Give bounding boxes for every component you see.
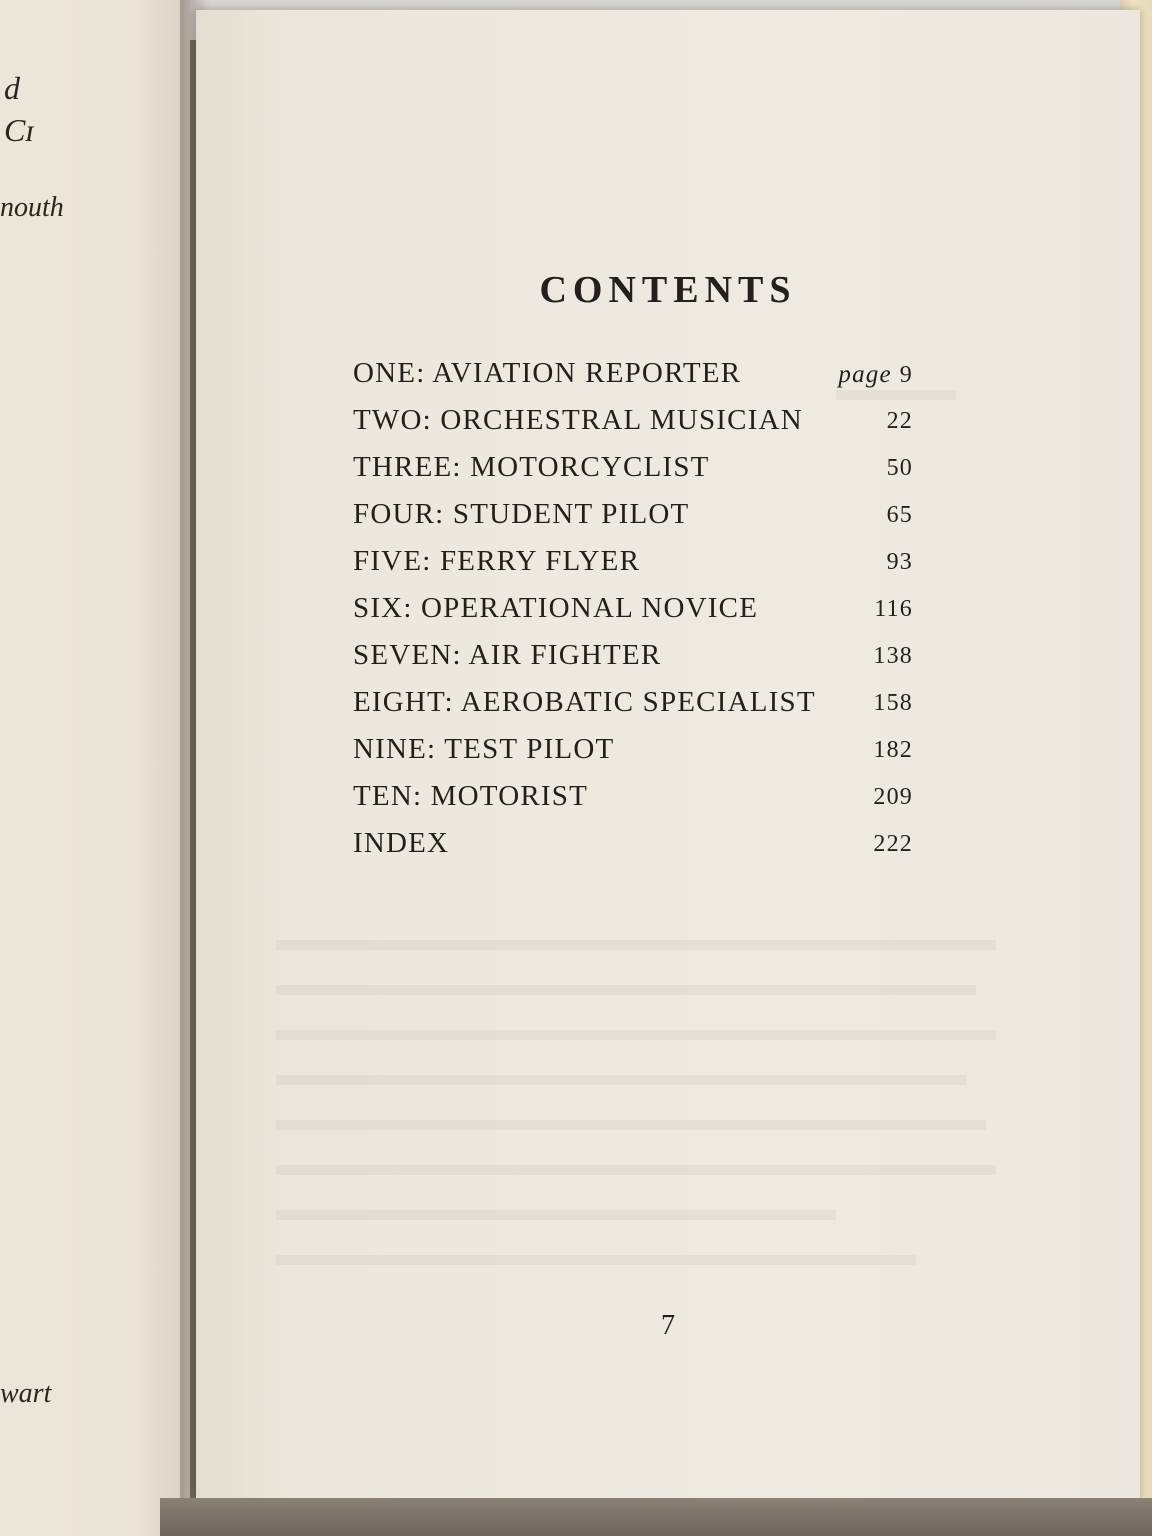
show-through bbox=[276, 985, 976, 995]
toc-entry-title: ONE: AVIATION REPORTER bbox=[353, 357, 742, 389]
toc-page-number: 182 bbox=[873, 737, 913, 763]
toc-entry[interactable] bbox=[353, 498, 913, 538]
toc-entry-title: TEN: MOTORIST bbox=[353, 780, 588, 812]
toc-entry-title: THREE: MOTORCYCLIST bbox=[353, 451, 710, 483]
show-through bbox=[276, 1255, 916, 1265]
show-through bbox=[276, 1165, 996, 1175]
show-through bbox=[276, 1120, 986, 1130]
toc-entry-title: EIGHT: AEROBATIC SPECIALIST bbox=[353, 686, 816, 718]
page-word: page bbox=[838, 361, 892, 388]
left-page-fragment: Cɪ bbox=[4, 112, 34, 148]
toc-page-number: 222 bbox=[873, 831, 913, 857]
toc-entry[interactable] bbox=[353, 733, 913, 773]
toc-entry[interactable] bbox=[353, 404, 913, 444]
show-through bbox=[276, 1210, 836, 1220]
toc-entry[interactable] bbox=[353, 451, 913, 491]
toc-entry[interactable] bbox=[353, 827, 913, 867]
toc-entry[interactable] bbox=[353, 686, 913, 726]
toc-page-number: 158 bbox=[873, 690, 913, 716]
toc-entry-page bbox=[838, 361, 913, 389]
toc-entry[interactable] bbox=[353, 357, 913, 397]
toc-page-number: 93 bbox=[886, 549, 913, 575]
toc-entry[interactable] bbox=[353, 639, 913, 679]
toc-entry-title: INDEX bbox=[353, 827, 450, 859]
toc-page-number: 138 bbox=[873, 643, 913, 669]
left-page-fragment: wart bbox=[0, 1378, 52, 1409]
toc-entry[interactable] bbox=[353, 592, 913, 632]
toc-entry[interactable] bbox=[353, 780, 913, 820]
show-through bbox=[276, 1075, 966, 1085]
page-number-folio: 7 bbox=[661, 1310, 675, 1341]
toc-page-number: 65 bbox=[886, 502, 913, 528]
toc-entry-title: FIVE: FERRY FLYER bbox=[353, 545, 641, 577]
toc-entry-title: SIX: OPERATIONAL NOVICE bbox=[353, 592, 759, 624]
toc-page-number: 209 bbox=[873, 784, 913, 810]
left-page-fragment: nouth bbox=[0, 192, 64, 223]
toc-entry-title: TWO: ORCHESTRAL MUSICIAN bbox=[353, 404, 803, 436]
show-through bbox=[276, 940, 996, 950]
show-through bbox=[276, 1030, 996, 1040]
contents-page bbox=[196, 10, 1140, 1500]
left-page bbox=[0, 0, 190, 1536]
surface-shadow bbox=[160, 1498, 1152, 1536]
toc-entry-title: NINE: TEST PILOT bbox=[353, 733, 615, 765]
toc-entry-title: SEVEN: AIR FIGHTER bbox=[353, 639, 662, 671]
contents-heading: CONTENTS bbox=[539, 269, 797, 311]
toc-page-number: 50 bbox=[886, 455, 913, 481]
left-page-fragment: d bbox=[4, 70, 20, 106]
toc-page-number: 9 bbox=[899, 362, 913, 388]
toc-entry-title: FOUR: STUDENT PILOT bbox=[353, 498, 690, 530]
toc-entry[interactable] bbox=[353, 545, 913, 585]
toc-page-number: 116 bbox=[874, 596, 913, 622]
toc-page-number: 22 bbox=[886, 408, 913, 434]
